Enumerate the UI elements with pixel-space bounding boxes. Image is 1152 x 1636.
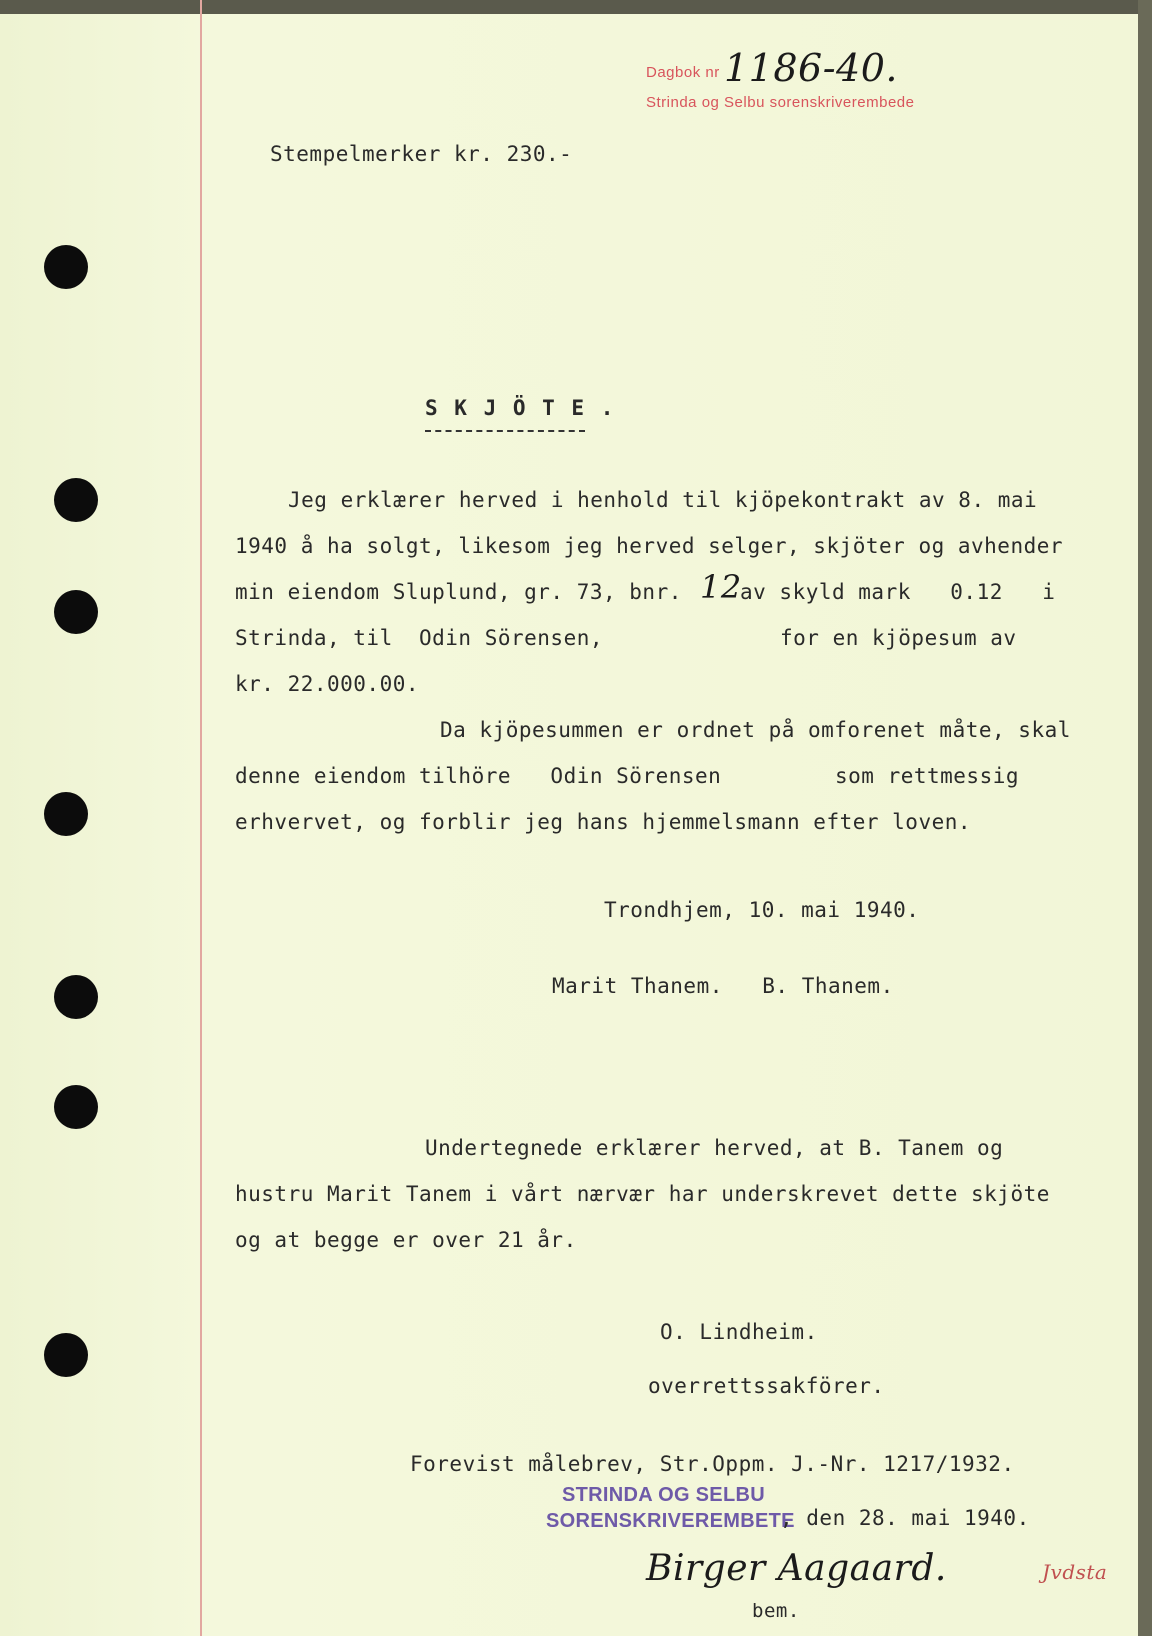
title-underline [425, 430, 585, 432]
punch-hole [44, 245, 88, 289]
punch-hole [54, 1085, 98, 1129]
journal-number: 1186-40. [724, 46, 898, 90]
witness-line: hustru Marit Tanem i vårt nærvær har underskrevet dette skjöte [235, 1182, 1050, 1206]
punch-hole [54, 590, 98, 634]
scan-border-top [0, 0, 1152, 14]
court-stamp-line: Strinda og Selbu sorenskriverembede [646, 94, 915, 111]
journal-stamp-label: Dagbok nr [646, 64, 720, 81]
registrar-signature: Birger Aagaard. [646, 1548, 947, 1589]
body-line: Strinda, til Odin Sörensen, [235, 626, 604, 650]
body-line: kr. 22.000.00. [235, 672, 420, 696]
witness-line: og at begge er over 21 år. [235, 1228, 577, 1252]
body-line: for en kjöpesum av [780, 626, 1017, 650]
punch-hole [44, 792, 88, 836]
seller-signatures: Marit Thanem. B. Thanem. [552, 974, 894, 998]
registry-date: , den 28. mai 1940. [780, 1506, 1030, 1530]
document-title: S K J Ö T E . [425, 396, 616, 420]
body-line: av skyld mark 0.12 i [740, 580, 1056, 604]
clerk-initials: Jvdsta [1042, 1560, 1108, 1584]
lawyer-name: O. Lindheim. [660, 1320, 818, 1344]
punch-hole [54, 975, 98, 1019]
registrar-bem: bem. [752, 1600, 800, 1622]
body-line: Jeg erklærer herved i henhold til kjöpekontrakt av 8. mai [288, 488, 1038, 512]
body-line: erhvervet, og forblir jeg hans hjemmelsmann efter loven. [235, 810, 972, 834]
body-line: som rettmessig [835, 764, 1020, 788]
registry-line: Forevist målebrev, Str.Oppm. J.-Nr. 1217/1932. [410, 1452, 1015, 1476]
lawyer-title: overrettssakförer. [648, 1374, 885, 1398]
punch-hole [54, 478, 98, 522]
body-line: 1940 å ha solgt, likesom jeg herved selger, skjöter og avhender [235, 534, 1064, 558]
body-line: denne eiendom tilhöre Odin Sörensen [235, 764, 722, 788]
punch-hole [44, 1333, 88, 1377]
margin-line [200, 0, 202, 1636]
handwritten-bnr: 12 [700, 568, 742, 606]
stamp-duty: Stempelmerker kr. 230.- [270, 142, 573, 166]
body-line: Da kjöpesummen er ordnet på omforenet måte, skal [440, 718, 1071, 742]
witness-line: Undertegnede erklærer herved, at B. Tanem og [425, 1136, 1004, 1160]
court-stamp-line2: SORENSKRIVEREMBETE [546, 1510, 795, 1532]
body-line: min eiendom Sluplund, gr. 73, bnr. [235, 580, 682, 604]
place-date: Trondhjem, 10. mai 1940. [604, 898, 920, 922]
scan-border-right [1138, 0, 1152, 1636]
court-stamp-line1: STRINDA OG SELBU [562, 1484, 765, 1506]
